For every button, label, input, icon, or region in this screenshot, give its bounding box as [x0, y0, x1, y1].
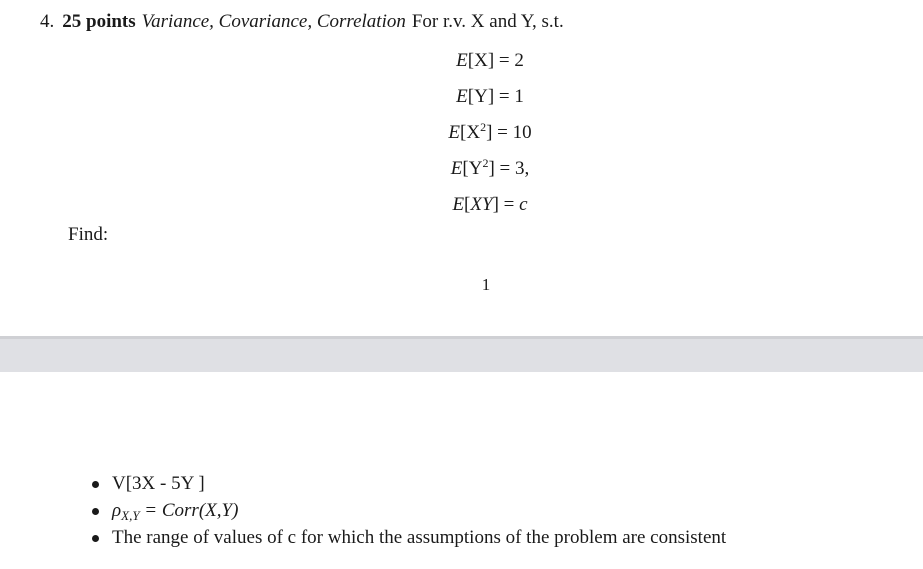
bullet-icon	[92, 535, 99, 542]
bullet-icon	[92, 508, 99, 515]
equation-ex2: $E[X^2] = 10$	[448, 120, 532, 143]
document-page-2	[0, 372, 923, 569]
equation-exy: E[XY] = c	[452, 194, 528, 215]
page-number: 1	[481, 275, 491, 294]
corr-expression: = Corr(X,Y)	[144, 500, 239, 521]
equation-block	[0, 46, 923, 226]
task-list	[86, 470, 726, 551]
task-correlation	[86, 497, 726, 524]
problem-points: 25 points	[62, 11, 136, 32]
rho-symbol: $\rho_{X,Y}$	[112, 500, 140, 523]
page-separator	[0, 336, 923, 372]
problem-number: 4.	[40, 11, 55, 32]
problem-intro: For r.v. X and Y, s.t.	[411, 11, 564, 32]
task-variance: V[3X - 5Y ]	[86, 470, 726, 497]
equation-ex: E[X] = 2	[456, 50, 524, 71]
problem-topic: Variance, Covariance, Correlation	[141, 11, 406, 32]
find-label: Find:	[68, 224, 109, 245]
equation-ey2: $E[Y^2] = 3$,	[450, 156, 530, 179]
bullet-icon	[92, 481, 99, 488]
equation-ey: E[Y] = 1	[456, 86, 524, 107]
problem-heading	[40, 9, 564, 35]
task-range: The range of values of c for which the assumptions of the problem are consistent	[86, 524, 726, 551]
